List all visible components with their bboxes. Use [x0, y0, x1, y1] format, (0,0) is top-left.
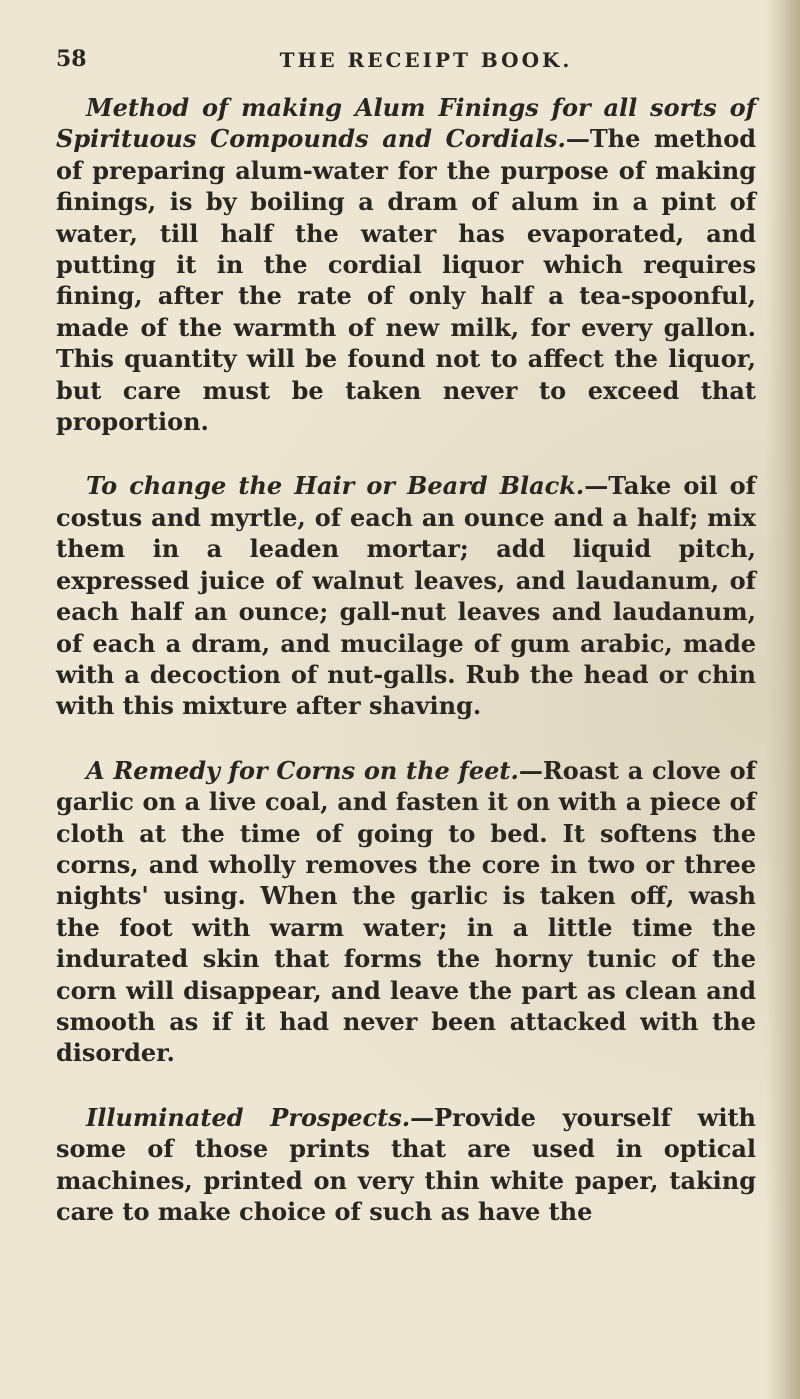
recipe-paragraph-alum-finings — [56, 92, 756, 437]
recipe-title: A Remedy for Corns on the feet. — [86, 755, 519, 785]
recipe-title: To change the Hair or Beard Black. — [86, 471, 585, 501]
recipe-paragraph-illuminated-prospects — [56, 1102, 756, 1228]
page-header — [56, 46, 756, 76]
page-body — [56, 92, 756, 1260]
recipe-body: —Provide yourself with some of those prints that are used in optical machines, printed on very thin white paper, taking care to make choice of such as have the — [56, 1102, 756, 1226]
recipe-body: —Roast a clove of garlic on a live coal, and fasten it on with a piece of cloth at the time of going to bed. It softens the corns, and wholly removes the core in two or three nights' using. When the garlic is taken off, wash the foot with warm water; in a little time the indurated skin that forms the horny tunic of the corn will disappear, and leave the part as clean and smooth as if it had never been attacked with the disorder. — [56, 755, 756, 1068]
recipe-title: Method of making Alum Finings for all sorts of Spirituous Compounds and Cordials. — [56, 93, 756, 154]
recipe-body: —The method of preparing alum-water for the purpose of making finings, is by boiling a dram of alum in a pint of water, till half the water has evaporated, and putting it in the cordial liquor which requires fining, after the rate of only half a tea-spoonful, made of the warmth of new milk, for every gallon. This quantity will be found not to affect the liquor, but care must be taken never to exceed that proportion. — [56, 124, 756, 437]
recipe-title: Illuminated Prospects. — [86, 1102, 411, 1132]
recipe-paragraph-hair-black — [56, 470, 756, 721]
recipe-paragraph-corns — [56, 755, 756, 1069]
recipe-body: —Take oil of costus and myrtle, of each an ounce and a half; mix them in a leaden mortar; add liquid pitch, expressed juice of walnut leaves, and laudanum, of each half an ounce; gall-nut leaves and laudanum, of each a dram, and mucilage of gum arabic, made with a decoction of nut-galls. Rub the head or chin with this mixture after shaving. — [56, 471, 756, 721]
page-number: 58 — [56, 46, 87, 72]
running-head: THE RECEIPT BOOK. — [279, 48, 573, 72]
page-edge-shadow — [766, 0, 800, 1399]
